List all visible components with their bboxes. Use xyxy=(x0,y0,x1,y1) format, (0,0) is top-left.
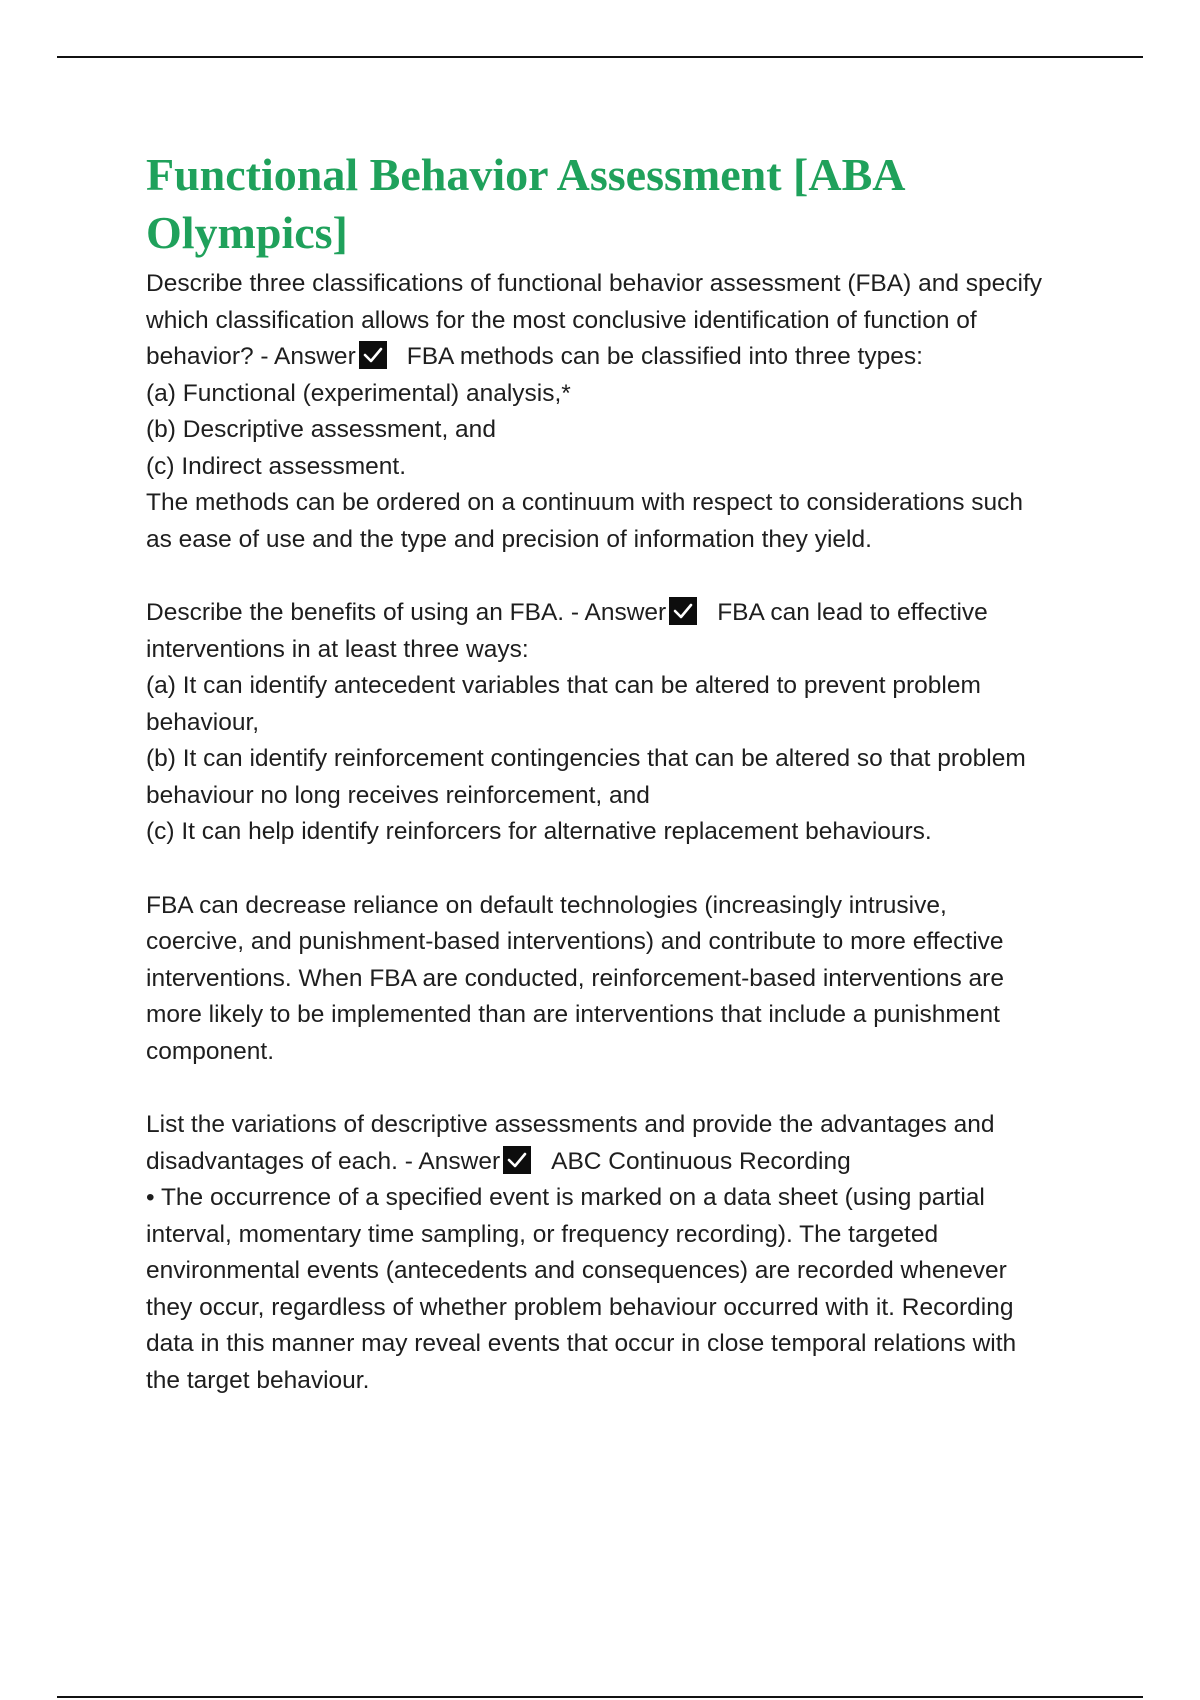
list-item: (c) Indirect assessment. xyxy=(146,452,407,480)
paragraph-gap xyxy=(146,1070,1096,1107)
paragraph-gap xyxy=(146,851,1096,888)
list-item: (a) Functional (experimental) analysis,* xyxy=(146,379,571,407)
answer-text: ABC Continuous Recording xyxy=(551,1147,851,1175)
fba-reliance-paragraph xyxy=(146,888,1096,1071)
text-line: component. xyxy=(146,1037,275,1065)
answer-prefix: disadvantages of each. - Answer xyxy=(146,1147,501,1175)
text-line: environmental events (antecedents and consequences) are recorded whenever xyxy=(146,1257,1007,1284)
answer-text: FBA methods can be classified into three types: xyxy=(406,343,923,370)
top-rule xyxy=(57,56,1143,58)
text-line: interval, momentary time sampling, or frequency recording). The targeted xyxy=(146,1220,939,1248)
text-line: data in this manner may reveal events that occur in close temporal relations with xyxy=(146,1330,1017,1357)
list-item: (c) It can help identify reinforcers for alternative replacement behaviours. xyxy=(146,818,932,845)
text-line: which classification allows for the most conclusive identification of function of xyxy=(146,306,977,334)
text-line: List the variations of descriptive assessments and provide the advantages and xyxy=(146,1111,995,1138)
text-line: behaviour no long receives reinforcement, and xyxy=(146,781,650,809)
text-line: they occur, regardless of whether problem behaviour occurred with it. Recording xyxy=(146,1293,1014,1321)
check-box-icon xyxy=(669,597,697,625)
paragraph-gap xyxy=(146,558,1096,595)
text-line: as ease of use and the type and precision of information they yield. xyxy=(146,525,872,553)
check-box-icon xyxy=(359,341,387,369)
bullet-item: • The occurrence of a specified event is marked on a data sheet (using partial xyxy=(146,1184,985,1211)
list-item: (a) It can identify antecedent variables that can be altered to prevent problem xyxy=(146,672,981,699)
document-title: Functional Behavior Assessment [ABA Olympics] xyxy=(146,149,903,258)
answer-line xyxy=(146,339,1096,376)
question-descriptive-assessments xyxy=(146,1107,1096,1399)
answer-text: FBA can lead to effective xyxy=(717,599,988,626)
question-fba-benefits xyxy=(146,595,1096,851)
bottom-rule xyxy=(57,1696,1143,1698)
text-line: the target behaviour. xyxy=(146,1366,370,1394)
text-line: FBA can decrease reliance on default technologies (increasingly intrusive, xyxy=(146,891,947,919)
answer-line xyxy=(146,595,1096,632)
text-line: more likely to be implemented than are interventions that include a punishment xyxy=(146,1001,1000,1028)
answer-prefix: behavior? - Answer xyxy=(146,343,356,370)
text-line: interventions in at least three ways: xyxy=(146,635,529,663)
answer-line xyxy=(146,1144,1096,1181)
text-line: The methods can be ordered on a continuum with respect to considerations such xyxy=(146,489,1024,516)
text-line: interventions. When FBA are conducted, reinforcement-based interventions are xyxy=(146,964,1004,992)
text-line: coercive, and punishment-based interventions) and contribute to more effective xyxy=(146,928,1004,955)
answer-prefix: Describe the benefits of using an FBA. - Answer xyxy=(146,599,667,626)
document-body xyxy=(146,146,1096,1399)
list-item: (b) Descriptive assessment, and xyxy=(146,416,496,443)
text-line: Describe three classifications of functional behavior assessment (FBA) and specify xyxy=(146,270,1043,297)
question-fba-classifications xyxy=(146,266,1096,558)
text-line: behaviour, xyxy=(146,708,260,736)
check-box-icon xyxy=(503,1146,531,1174)
list-item: (b) It can identify reinforcement contingencies that can be altered so that problem xyxy=(146,745,1026,772)
